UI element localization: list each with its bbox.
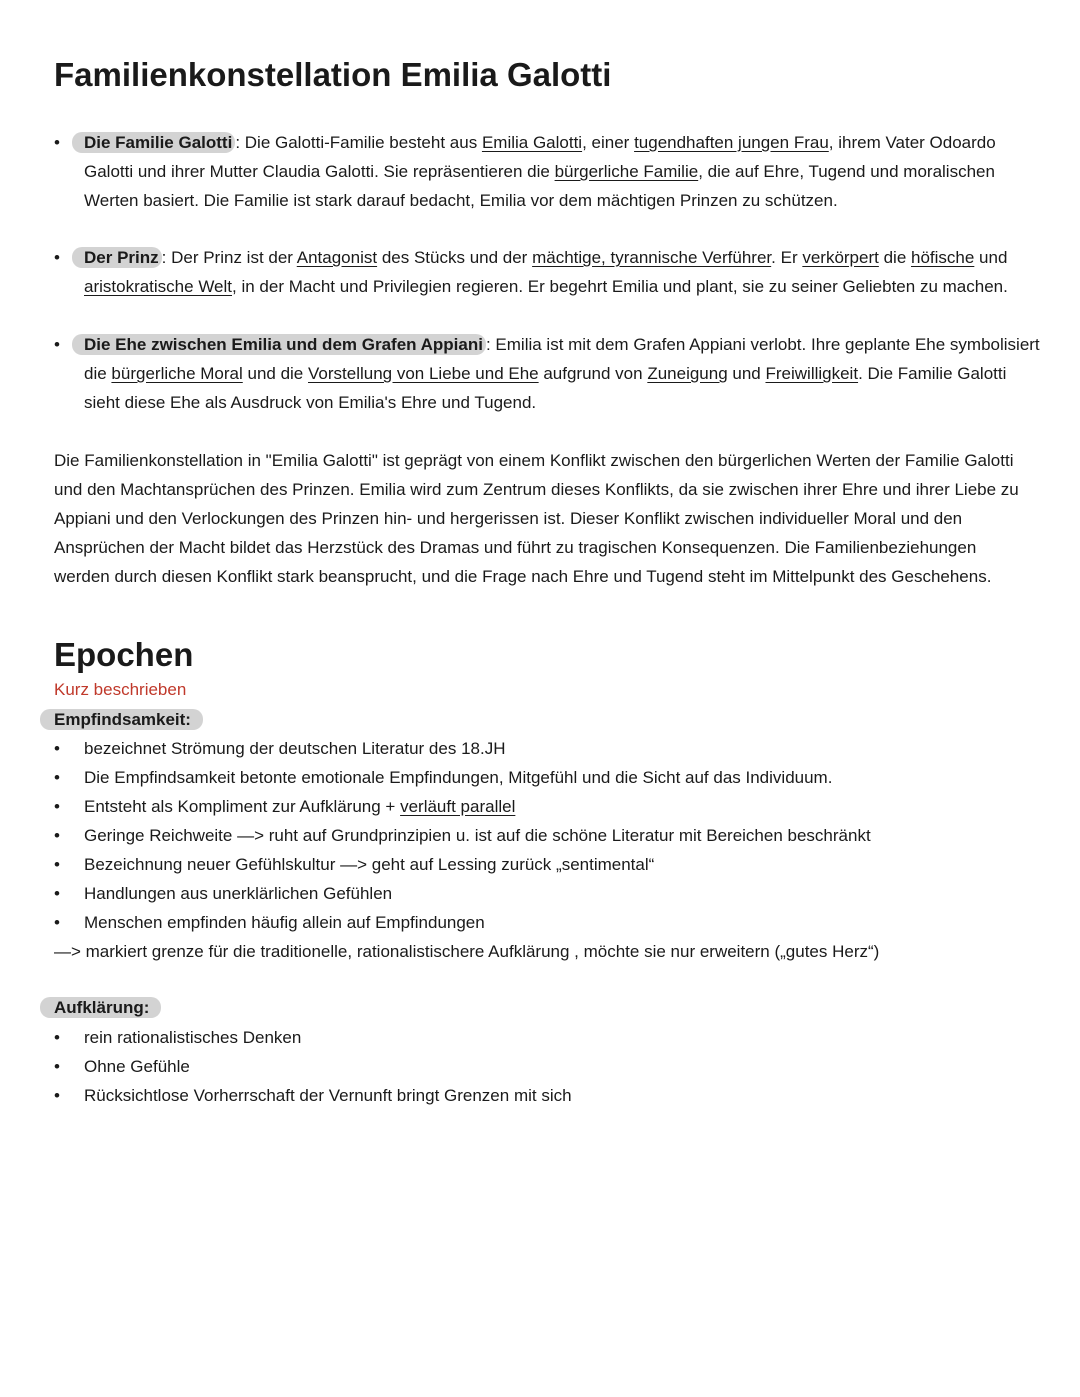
underlined-term: Vorstellung von Liebe und Ehe <box>308 364 539 383</box>
highlight-label: Die Ehe zwischen Emilia und dem Grafen Appiani <box>72 334 486 355</box>
heading-aufklaerung: Aufklärung: <box>54 998 161 1018</box>
bullet-dot: • <box>54 248 60 267</box>
highlight-label: Die Familie Galotti <box>72 132 235 153</box>
highlight-label: Der Prinz <box>72 247 162 268</box>
underlined-term: Zuneigung <box>647 364 728 383</box>
list-item: • Entsteht als Kompliment zur Aufklärung + verläuft parallel <box>54 797 516 816</box>
underlined-term: verläuft parallel <box>400 797 516 816</box>
underlined-term: verkörpert <box>802 248 879 267</box>
list-item: • Menschen empfinden häufig allein auf Empfindungen <box>54 913 485 932</box>
section-subtitle: Kurz beschrieben <box>54 680 187 699</box>
document-page: Familienkonstellation Emilia Galotti • Die Familie Galotti : Die Galotti-Familie besteht aus Emilia Galotti, einer tugendhaften jungen Frau, ihrem Vater Odoardo Galotti und ihrer Mutter Claudia Galotti. Sie repräsentieren die bürgerliche Familie, die auf Ehre, Tugend und moralischen Werten basiert. Die Familie ist stark darauf bedacht, Emilia vor dem mächtigen Prinzen zu schützen. • Der Prinz : Der Prinz ist der Antagonist des Stücks und der mächtige, tyrannische Verführer. Er verkörpert die höfische und aristokratische Welt, in der Macht und Privilegien regieren. Er begehrt Emilia und plant, sie zu seiner Geliebten zu machen. • Die Ehe zwischen Emilia und dem Grafen Appiani : Emilia ist mit dem Grafen Appiani verlobt. Ihre geplante Ehe symbolisiert die bürgerliche Moral und die Vorstellung von Liebe und Ehe aufgrund von Zuneigung und Freiwilligkeit. Die Familie Galotti sieht diese Ehe als Ausdruck von Emilia's Ehre und Tugend. Die Familienkonstellation in "Emilia Galotti" ist geprägt von einem Konflikt zwischen den bürgerlichen Werten der Familie Galotti und den Machtansprüchen des Prinzen. Emilia wird zum Zentrum dieses Konflikts, da sie zwischen ihrer Ehre und ihrer Liebe zu Appiani und den Verlockungen des Prinzen hin- und hergerissen ist. Dieser Konflikt zwischen individueller Moral und den Ansprüchen der Macht bildet das Herzstück des Dramas und führt zu tragischen Konsequenzen. Die Familienbeziehungen werden durch diesen Konflikt stark beansprucht, und die Frage nach Ehre und Tugend steht im Mittelpunkt des Geschehens. Epochen Kurz beschrieben Empfindsamkeit: • bezeichnet Strömung der deutschen Literatur des 18.JH • Die Empfindsamkeit betonte emotionale Empfindungen, Mitgefühl und die Sicht auf das Individuum. • Entsteht als Kompliment zur Aufklärung + verläuft parallel • Geringe Reichweite —> ruht auf Grundprinzipien u. ist auf die schöne Literatur mit Bereichen beschränkt • Bezeichnung neuer Gefühlskultur —> geht auf Lessing zurück „sentimental“ • Handlungen aus unerklärlichen Gefühlen • Menschen empfinden häufig allein auf Empfindungen —> markiert grenze für die traditionelle, rationalistischere Aufklärung , möchte sie nur erweitern („gutes Herz“) Aufklärung: • rein rationalistisches Denken • Ohne Gefühle • Rücksichtlose Vorherrschaft der Vernunft bringt Grenzen mit sich <box>0 0 1080 1397</box>
underlined-term: tugendhaften jungen Frau <box>634 133 829 152</box>
list-item: • Handlungen aus unerklärlichen Gefühlen <box>54 884 393 903</box>
list-item: • Geringe Reichweite —> ruht auf Grundprinzipien u. ist auf die schöne Literatur mit Bereichen beschränkt <box>54 826 871 845</box>
underlined-term: mächtige, tyrannische Verführer <box>532 248 772 267</box>
bullet-dot: • <box>54 133 60 152</box>
bullet-dot: • <box>54 335 60 354</box>
list-item: • Die Empfindsamkeit betonte emotionale Empfindungen, Mitgefühl und die Sicht auf das Individuum. <box>54 768 833 787</box>
underlined-term: höfische <box>911 248 975 267</box>
aufklaerung-list <box>54 1023 572 1110</box>
heading-empfindsamkeit: Empfindsamkeit: <box>54 710 203 730</box>
list-item: • bezeichnet Strömung der deutschen Literatur des 18.JH <box>54 739 506 758</box>
underlined-term: Emilia Galotti <box>481 133 583 152</box>
list-item: • Bezeichnung neuer Gefühlskultur —> geht auf Lessing zurück „sentimental“ <box>54 855 655 874</box>
empfindsamkeit-list <box>54 734 871 937</box>
underlined-term: bürgerliche Familie <box>554 162 699 181</box>
underlined-term: aristokratische Welt <box>84 277 233 296</box>
underlined-term: Antagonist <box>296 248 378 267</box>
list-item: • Ohne Gefühle <box>54 1057 190 1076</box>
underlined-term: Freiwilligkeit <box>765 364 859 383</box>
underlined-term: bürgerliche Moral <box>111 364 243 383</box>
list-item: • Rücksichtlose Vorherrschaft der Vernunft bringt Grenzen mit sich <box>54 1086 572 1105</box>
summary-paragraph: Die Familienkonstellation in "Emilia Galotti" ist geprägt von einem Konflikt zwischen den bürgerlichen Werten der Familie Galotti und den Machtansprüchen des Prinzen. Emilia wird zum Zentrum dieses Konflikts, da sie zwischen ihrer Ehre und ihrer Liebe zu Appiani und den Verlockungen des Prinzen hin- und hergerissen ist. Dieser Konflikt zwischen individueller Moral und den Ansprüchen der Macht bildet das Herzstück des Dramas und führt zu tragischen Konsequenzen. Die Familienbeziehungen werden durch diesen Konflikt stark beansprucht, und die Frage nach Ehre und Tugend steht im Mittelpunkt des Geschehens. <box>54 451 1019 586</box>
empfindsamkeit-note: —> markiert grenze für die traditionelle, rationalistischere Aufklärung , möchte sie nur erweitern („gutes Herz“) <box>54 942 880 961</box>
section-title-epochen: Epochen <box>54 636 194 673</box>
list-item: • rein rationalistisches Denken <box>54 1028 302 1047</box>
page-title: Familienkonstellation Emilia Galotti <box>54 56 612 93</box>
